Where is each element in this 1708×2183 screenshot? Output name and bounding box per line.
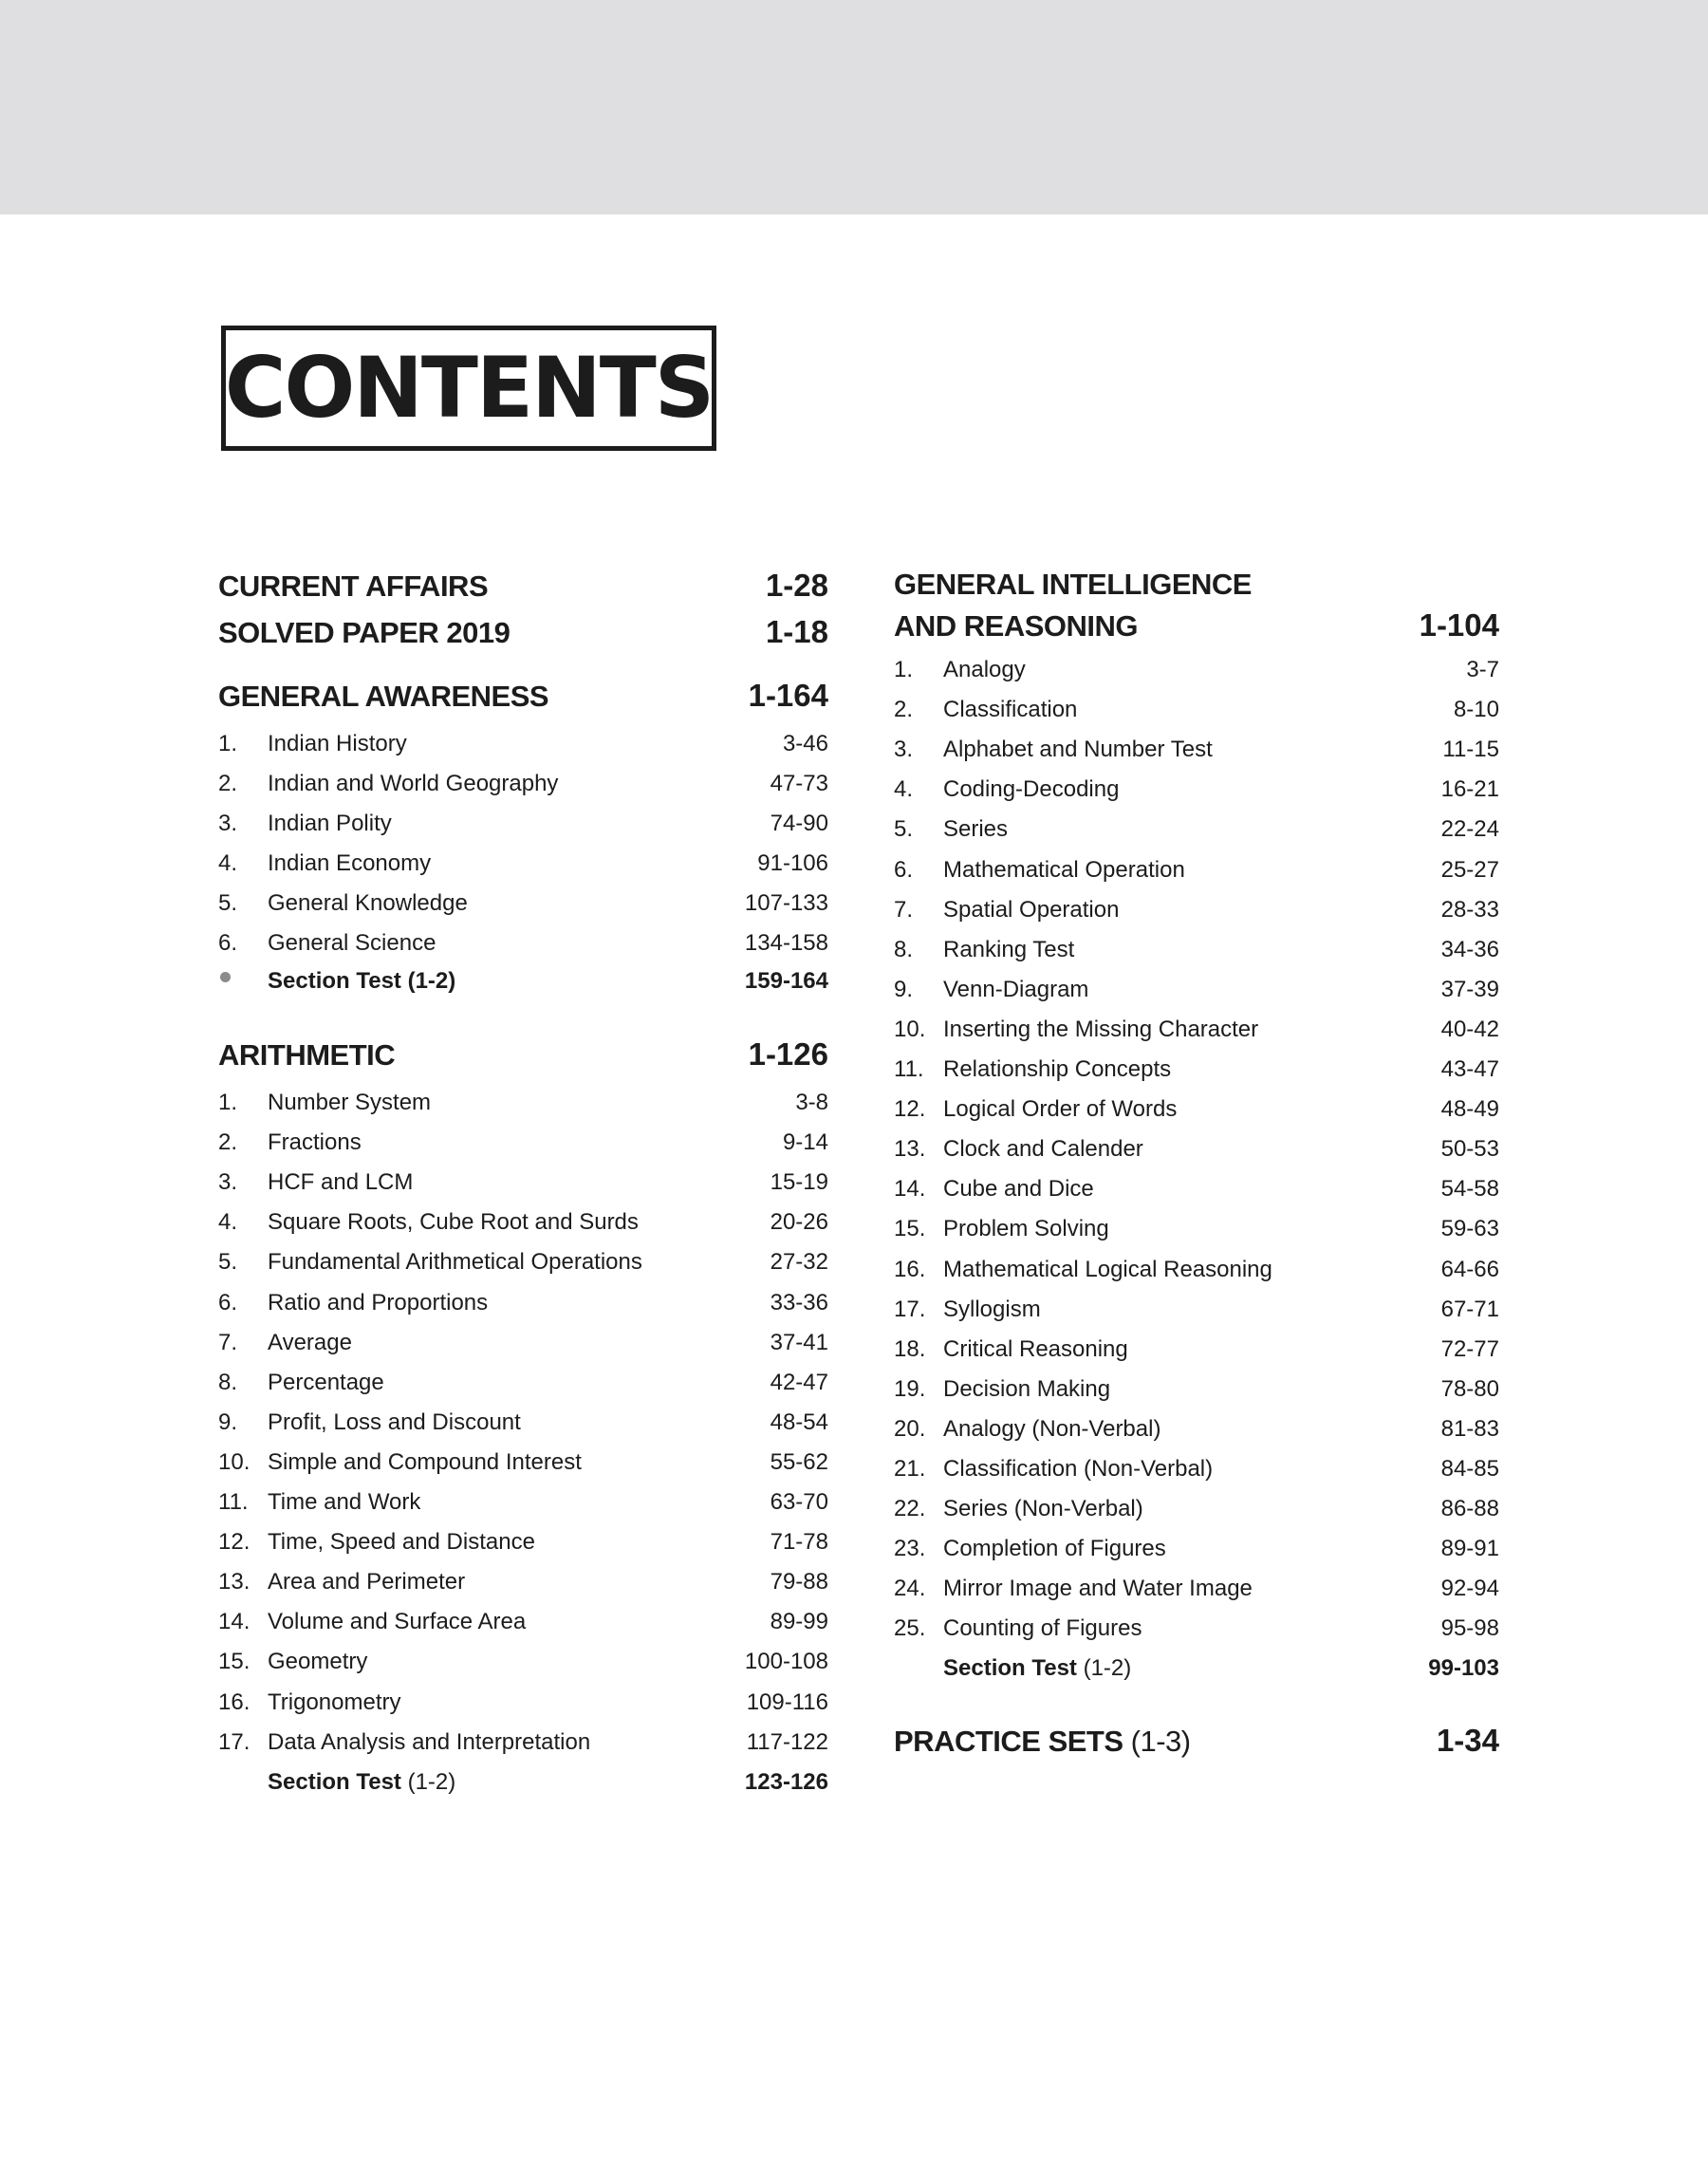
entry-label: Indian Economy	[268, 850, 432, 876]
toc-entry	[218, 1729, 828, 1756]
entry-pages: 84-85	[1440, 1456, 1499, 1482]
entry-label: Relationship Concepts	[943, 1056, 1172, 1082]
entry-number: 15.	[218, 1649, 251, 1675]
toc-entry	[218, 811, 828, 837]
section-practice-sets	[894, 1723, 1499, 1759]
entry-pages: 43-47	[1440, 1056, 1499, 1082]
toc-entry	[218, 1489, 828, 1516]
entry-label: Venn-Diagram	[943, 976, 1089, 1002]
entry-number: 9.	[894, 976, 914, 1002]
entry-label: Trigonometry	[268, 1689, 401, 1715]
toc-entry	[894, 1496, 1499, 1522]
entry-number: 11.	[894, 1056, 924, 1082]
entry-pages: 89-99	[770, 1609, 828, 1635]
entry-pages: 117-122	[746, 1728, 828, 1755]
toc-entry	[894, 776, 1499, 803]
entry-number: 4.	[218, 850, 238, 876]
section-reasoning	[894, 607, 1499, 644]
toc-entry	[218, 1249, 828, 1276]
entry-number: 6.	[218, 930, 238, 956]
entry-number: 13.	[218, 1569, 251, 1595]
toc-entry	[894, 1056, 1499, 1083]
entry-pages: 27-32	[770, 1249, 828, 1276]
entry-pages: 3-7	[1466, 657, 1499, 682]
entry-label: Indian Polity	[268, 811, 392, 836]
entry-pages: 37-39	[1440, 976, 1499, 1002]
entry-label	[268, 1769, 745, 1796]
entry-label: Syllogism	[943, 1296, 1041, 1322]
entry-number: 12.	[218, 1529, 251, 1556]
entry-pages: 22-24	[1440, 816, 1499, 843]
entry-number: 17.	[894, 1296, 926, 1322]
entry-pages: 34-36	[1440, 936, 1499, 962]
toc-entry	[218, 1529, 828, 1556]
toc-entry	[894, 1536, 1499, 1562]
entry-label: Critical Reasoning	[943, 1335, 1128, 1362]
entry-number: 3.	[218, 811, 238, 836]
section-pages: 1-34	[1436, 1723, 1499, 1758]
entry-label: Time, Speed and Distance	[268, 1529, 535, 1556]
toc-entry	[218, 1129, 828, 1156]
toc-entry	[218, 930, 828, 957]
entry-pages: 28-33	[1440, 896, 1499, 923]
entry-number: 19.	[894, 1375, 926, 1402]
entry-label: Average	[268, 1329, 352, 1355]
entry-label: Area and Perimeter	[268, 1569, 466, 1595]
entry-number: 14.	[894, 1176, 926, 1203]
entry-number: 21.	[894, 1456, 926, 1482]
toc-entry	[894, 1456, 1499, 1483]
page-title: CONTENTS	[224, 339, 714, 437]
entry-label: Ranking Test	[943, 936, 1075, 962]
top-gray-band	[0, 0, 1708, 215]
entry-number: 4.	[894, 776, 914, 803]
section-arithmetic	[218, 1036, 828, 1073]
entry-pages: 81-83	[1440, 1415, 1499, 1442]
entry-label: Analogy	[943, 657, 1026, 682]
section-reasoning-title-line1	[894, 568, 1499, 602]
toc-entry	[218, 1689, 828, 1716]
toc-entry	[894, 1176, 1499, 1203]
entry-pages: 100-108	[744, 1649, 828, 1675]
toc-entry	[894, 1136, 1499, 1163]
entry-label: Logical Order of Words	[943, 1096, 1178, 1123]
entry-number: 15.	[894, 1216, 926, 1242]
entry-pages: 123-126	[744, 1769, 828, 1795]
entry-number: 10.	[218, 1448, 251, 1475]
section-title: GENERAL AWARENESS	[218, 680, 549, 713]
entry-label: Indian History	[268, 731, 407, 756]
entry-number: 20.	[894, 1415, 926, 1442]
entry-label: Ratio and Proportions	[268, 1289, 489, 1315]
toc-entry	[894, 1615, 1499, 1642]
section-general-awareness	[218, 678, 828, 714]
entry-pages: 91-106	[757, 850, 828, 876]
toc-entry	[894, 1017, 1499, 1043]
entry-label: Section Test (1-2)	[268, 968, 456, 994]
entry-number: 13.	[894, 1136, 926, 1163]
entry-number: 6.	[894, 856, 914, 883]
toc-entry	[894, 897, 1499, 924]
entry-number: 2.	[218, 771, 238, 796]
entry-number: 7.	[894, 896, 914, 923]
entry-number: 3.	[894, 737, 914, 763]
entry-number: 14.	[218, 1609, 251, 1635]
section-pages: 1-18	[765, 614, 828, 649]
toc-entry	[218, 1649, 828, 1675]
section-title	[894, 1725, 1437, 1759]
entry-label: Mirror Image and Water Image	[943, 1576, 1253, 1602]
entry-label: Series	[943, 816, 1009, 843]
section-title: GENERAL INTELLIGENCE	[894, 568, 1252, 601]
toc-entry	[894, 1576, 1499, 1602]
entry-label-rest: (1-2)	[1076, 1655, 1132, 1681]
toc-entry	[218, 1569, 828, 1595]
entry-number: 6.	[218, 1289, 238, 1315]
entry-number: 12.	[894, 1096, 926, 1123]
entry-pages: 11-15	[1442, 737, 1499, 763]
entry-pages: 99-103	[1428, 1655, 1499, 1681]
entry-pages: 71-78	[770, 1529, 828, 1556]
entry-pages: 109-116	[746, 1689, 828, 1715]
section-title: CURRENT AFFAIRS	[218, 569, 489, 603]
toc-entry	[894, 857, 1499, 884]
toc-entry	[218, 1330, 828, 1356]
toc-entry	[894, 737, 1499, 763]
entry-label: Problem Solving	[943, 1216, 1109, 1242]
entry-label: Cube and Dice	[943, 1176, 1094, 1203]
entry-label: Classification (Non-Verbal)	[943, 1456, 1214, 1482]
entry-number: 25.	[894, 1615, 926, 1642]
toc-entry	[894, 816, 1499, 843]
entry-pages: 95-98	[1440, 1615, 1499, 1642]
entry-number: 5.	[218, 890, 238, 916]
entry-pages: 48-49	[1440, 1096, 1499, 1123]
entry-label: Mathematical Operation	[943, 856, 1185, 883]
entry-pages: 134-158	[744, 930, 828, 956]
toc-entry	[894, 977, 1499, 1003]
entry-number: 2.	[894, 697, 914, 723]
entry-number: 5.	[218, 1249, 238, 1276]
entry-label: Simple and Compound Interest	[268, 1448, 582, 1475]
section-pages: 1-104	[1419, 607, 1499, 643]
entry-pages: 67-71	[1440, 1296, 1499, 1322]
entry-label: Square Roots, Cube Root and Surds	[268, 1209, 639, 1236]
toc-entry	[894, 1297, 1499, 1323]
entry-label-bold: Section Test	[943, 1655, 1077, 1681]
entry-number: 17.	[218, 1728, 251, 1755]
section-title-rest: (1-3)	[1123, 1725, 1191, 1758]
entry-number: 18.	[894, 1335, 926, 1362]
entry-label: Classification	[943, 697, 1078, 723]
entry-pages: 55-62	[770, 1448, 828, 1475]
section-title: SOLVED PAPER 2019	[218, 616, 511, 649]
entry-label: General Knowledge	[268, 890, 468, 916]
entry-pages: 54-58	[1440, 1176, 1499, 1203]
entry-label: Geometry	[268, 1649, 368, 1675]
section-pages: 1-28	[765, 568, 828, 603]
entry-label: Indian and World Geography	[268, 771, 559, 796]
section-pages: 1-164	[748, 678, 828, 713]
entry-label-bold: Section Test	[268, 1769, 401, 1795]
toc-entry	[894, 937, 1499, 963]
toc-entry	[218, 1169, 828, 1196]
entry-number: 7.	[218, 1329, 238, 1355]
entry-label: Mathematical Logical Reasoning	[943, 1256, 1272, 1282]
entry-number: 4.	[218, 1209, 238, 1236]
toc-entry	[894, 1416, 1499, 1443]
entry-label: General Science	[268, 930, 436, 956]
entry-number: 1.	[894, 657, 914, 682]
entry-number: 9.	[218, 1409, 238, 1435]
entry-number: 24.	[894, 1576, 926, 1602]
entry-label: Fractions	[268, 1129, 362, 1156]
section-current-affairs	[218, 568, 828, 604]
entry-pages: 42-47	[770, 1369, 828, 1395]
entry-label: Data Analysis and Interpretation	[268, 1728, 591, 1755]
entry-pages: 16-21	[1440, 776, 1499, 803]
entry-label: Number System	[268, 1090, 432, 1115]
entry-pages: 107-133	[744, 890, 828, 916]
toc-entry	[218, 890, 828, 917]
entry-pages: 159-164	[744, 968, 828, 994]
section-solved-paper	[218, 614, 828, 650]
toc-entry	[218, 771, 828, 797]
entry-label: Analogy (Non-Verbal)	[943, 1415, 1161, 1442]
entry-pages: 40-42	[1440, 1016, 1499, 1042]
entry-pages: 92-94	[1440, 1576, 1499, 1602]
section-pages: 1-126	[748, 1036, 828, 1072]
entry-label: Alphabet and Number Test	[943, 737, 1213, 763]
entry-label: Coding-Decoding	[943, 776, 1120, 803]
section-title-bold: PRACTICE SETS	[894, 1725, 1123, 1758]
entry-label: Percentage	[268, 1369, 384, 1395]
entry-pages: 59-63	[1440, 1216, 1499, 1242]
entry-label: Volume and Surface Area	[268, 1609, 527, 1635]
toc-entry	[894, 1376, 1499, 1403]
entry-label-rest: (1-2)	[400, 1769, 456, 1795]
entry-number: 5.	[894, 816, 914, 843]
entry-number: 2.	[218, 1129, 238, 1156]
entry-number: 11.	[218, 1489, 249, 1515]
section-title: ARITHMETIC	[218, 1038, 396, 1072]
entry-pages: 15-19	[770, 1169, 828, 1196]
toc-entry	[218, 1370, 828, 1396]
entry-pages: 25-27	[1440, 856, 1499, 883]
entry-pages: 8-10	[1453, 697, 1499, 723]
entry-pages: 47-73	[770, 771, 828, 796]
entry-number: 16.	[218, 1689, 251, 1715]
entry-label	[943, 1655, 1428, 1682]
entry-number: 16.	[894, 1256, 926, 1282]
toc-entry	[218, 1290, 828, 1316]
entry-number: 3.	[218, 1169, 238, 1196]
entry-pages: 74-90	[770, 811, 828, 836]
toc-entry	[218, 1449, 828, 1476]
entry-label: Series (Non-Verbal)	[943, 1496, 1143, 1522]
contents-title-box	[221, 326, 716, 451]
section-test-entry	[218, 1769, 828, 1796]
bullet-icon	[220, 972, 231, 982]
entry-label: Decision Making	[943, 1375, 1111, 1402]
entry-label: Clock and Calender	[943, 1136, 1143, 1163]
entry-pages: 48-54	[770, 1409, 828, 1435]
toc-entry	[218, 1609, 828, 1635]
toc-entry	[218, 1409, 828, 1436]
toc-entry	[894, 1096, 1499, 1123]
toc-entry	[894, 1257, 1499, 1283]
section-test-entry	[218, 968, 828, 995]
entry-number: 1.	[218, 1090, 238, 1115]
bullet-marker	[218, 968, 268, 995]
toc-entry	[218, 850, 828, 877]
entry-number: 8.	[218, 1369, 238, 1395]
entry-pages: 89-91	[1440, 1536, 1499, 1562]
entry-pages: 20-26	[770, 1209, 828, 1236]
entry-number: 1.	[218, 731, 238, 756]
entry-number: 8.	[894, 936, 914, 962]
entry-label: Inserting the Missing Character	[943, 1016, 1259, 1042]
entry-pages: 3-46	[782, 731, 828, 756]
entry-pages: 72-77	[1440, 1335, 1499, 1362]
toc-entry	[218, 1090, 828, 1116]
entry-pages: 79-88	[770, 1569, 828, 1595]
entry-label: Completion of Figures	[943, 1536, 1166, 1562]
entry-number: 22.	[894, 1496, 926, 1522]
entry-pages: 86-88	[1440, 1496, 1499, 1522]
entry-pages: 37-41	[770, 1329, 828, 1355]
entry-label: Time and Work	[268, 1489, 421, 1515]
toc-entry	[894, 1336, 1499, 1363]
toc-entry	[894, 657, 1499, 683]
entry-pages: 3-8	[795, 1090, 828, 1115]
entry-label: Counting of Figures	[943, 1615, 1142, 1642]
entry-pages: 50-53	[1440, 1136, 1499, 1163]
entry-label: Profit, Loss and Discount	[268, 1409, 521, 1435]
toc-entry	[894, 697, 1499, 723]
entry-pages: 33-36	[770, 1289, 828, 1315]
section-title: AND REASONING	[894, 609, 1139, 643]
toc-entry	[218, 731, 828, 757]
toc-entry	[894, 1216, 1499, 1242]
toc-entry	[218, 1209, 828, 1236]
entry-number: 23.	[894, 1536, 926, 1562]
entry-pages: 78-80	[1440, 1375, 1499, 1402]
entry-pages: 64-66	[1440, 1256, 1499, 1282]
entry-pages: 9-14	[782, 1129, 828, 1156]
entry-number: 10.	[894, 1016, 926, 1042]
entry-label: Fundamental Arithmetical Operations	[268, 1249, 642, 1276]
entry-label: HCF and LCM	[268, 1169, 414, 1196]
entry-label: Spatial Operation	[943, 896, 1120, 923]
section-test-entry	[894, 1655, 1499, 1682]
entry-pages: 63-70	[770, 1489, 828, 1515]
